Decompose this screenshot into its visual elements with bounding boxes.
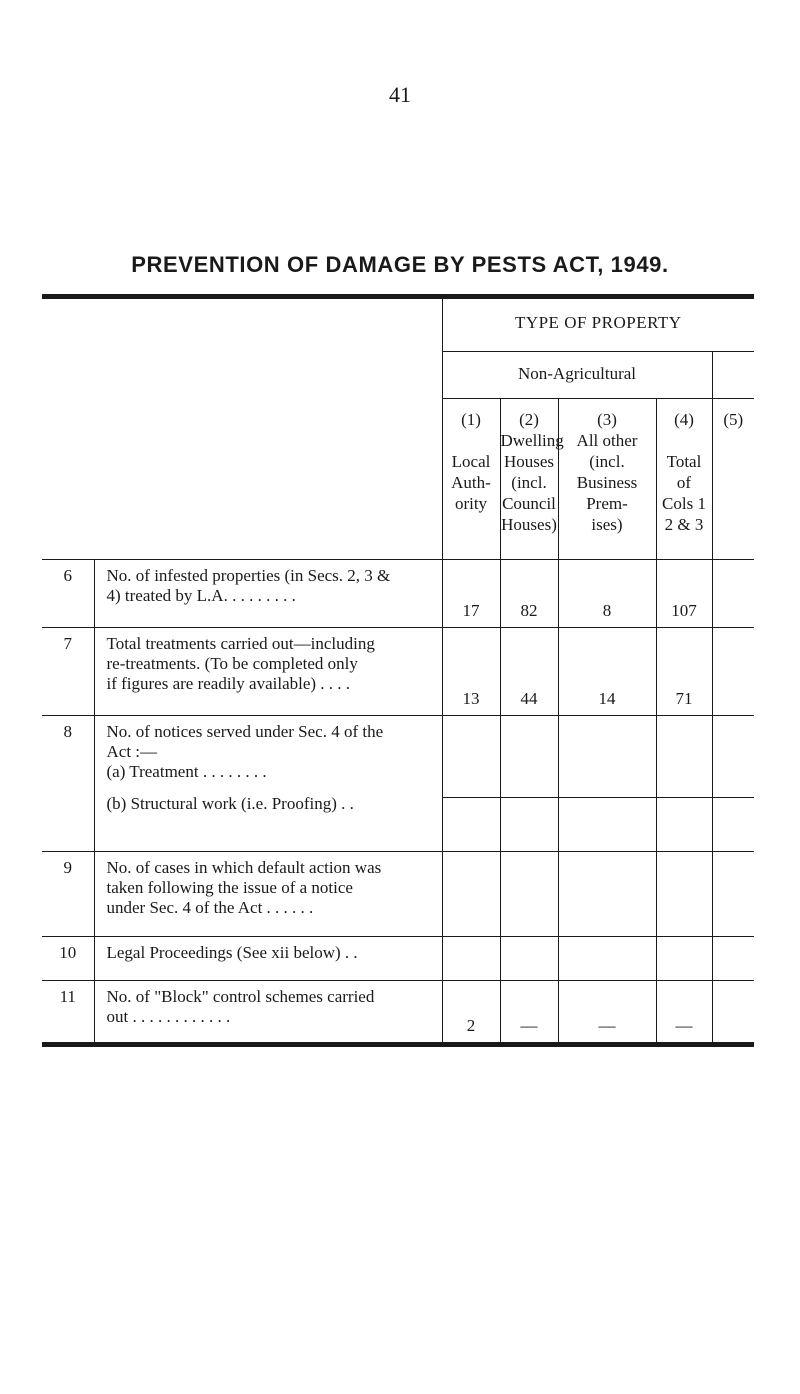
page-title: PREVENTION OF DAMAGE BY PESTS ACT, 1949. xyxy=(131,252,669,277)
cell-col3: 8 xyxy=(558,560,656,628)
cell-col5 xyxy=(712,560,754,628)
column-header-3: (3) All other (incl. Business Prem- ises) xyxy=(558,399,656,560)
row-number: 10 xyxy=(42,937,94,981)
row-number: 6 xyxy=(42,560,94,628)
cell-col4 xyxy=(656,716,712,798)
row-description: No. of cases in which default action was taken following the issue of a notice under Sec. 4 of the Act . . . . . . xyxy=(94,852,442,937)
cell-col1 xyxy=(442,716,500,798)
cell-col4: 71 xyxy=(656,628,712,716)
cell-col1 xyxy=(442,852,500,937)
column-header-2: (2) Dwelling Houses (incl. Council Houses) xyxy=(500,399,558,560)
row-number: 7 xyxy=(42,628,94,716)
header-blank-cell xyxy=(42,297,442,560)
row-description: Total treatments carried out—including re-treatments. (To be completed only if figures are readily available) . . . . xyxy=(94,628,442,716)
row-description: No. of infested properties (in Secs. 2, 3 & 4) treated by L.A. . . . . . . . . xyxy=(94,560,442,628)
cell-col4 xyxy=(656,937,712,981)
table-row xyxy=(42,937,754,981)
row-number: 9 xyxy=(42,852,94,937)
cell-col2 xyxy=(500,852,558,937)
column-header-5-num: (5) xyxy=(723,410,744,429)
cell-col3 xyxy=(558,798,656,852)
cell-col5 xyxy=(712,716,754,798)
cell-col1 xyxy=(442,798,500,852)
cell-col3: 14 xyxy=(558,628,656,716)
cell-col1: 17 xyxy=(442,560,500,628)
cell-col1 xyxy=(442,937,500,981)
header-blank-col5 xyxy=(712,352,754,399)
row-number: 8 xyxy=(42,716,94,852)
cell-col3 xyxy=(558,852,656,937)
cell-col3 xyxy=(558,937,656,981)
cell-col5 xyxy=(712,798,754,852)
cell-col4 xyxy=(656,852,712,937)
cell-col3 xyxy=(558,716,656,798)
column-header-1: (1) Local Auth- ority xyxy=(442,399,500,560)
column-header-1-num: (1) xyxy=(461,410,481,429)
column-header-4-num: (4) xyxy=(674,410,694,429)
cell-col5 xyxy=(712,852,754,937)
cell-col5 xyxy=(712,628,754,716)
row-description: No. of notices served under Sec. 4 of the Act :— (a) Treatment . . . . . . . . (b) Structural work (i.e. Proofing) . . xyxy=(94,716,442,852)
table-row xyxy=(42,628,754,716)
cell-col2 xyxy=(500,937,558,981)
cell-col2 xyxy=(500,716,558,798)
column-header-3-num: (3) xyxy=(597,410,617,429)
column-header-2-num: (2) xyxy=(519,410,539,429)
row-description: No. of "Block" control schemes carried out . . . . . . . . . . . . xyxy=(94,981,442,1045)
table-row xyxy=(42,716,754,798)
column-header-5 xyxy=(712,399,754,560)
cell-col4: 107 xyxy=(656,560,712,628)
row-number: 11 xyxy=(42,981,94,1045)
cell-col4: — xyxy=(656,981,712,1045)
cell-col2: 82 xyxy=(500,560,558,628)
table-row xyxy=(42,852,754,937)
table-row xyxy=(42,981,754,1045)
column-header-4: (4) Total of Cols 1 2 & 3 xyxy=(656,399,712,560)
row-description: Legal Proceedings (See xii below) . . xyxy=(94,937,442,981)
cell-col1: 13 xyxy=(442,628,500,716)
pests-table xyxy=(42,294,754,1047)
cell-col2: 44 xyxy=(500,628,558,716)
cell-col4 xyxy=(656,798,712,852)
header-type-of-property: TYPE OF PROPERTY xyxy=(442,297,754,352)
table-row xyxy=(42,560,754,628)
cell-col2 xyxy=(500,798,558,852)
header-non-agricultural: Non-Agricultural xyxy=(442,352,712,399)
header-row-type xyxy=(42,297,754,352)
page-number: 41 xyxy=(389,82,411,107)
cell-col5 xyxy=(712,981,754,1045)
cell-col2: — xyxy=(500,981,558,1045)
cell-col5 xyxy=(712,937,754,981)
cell-col1: 2 xyxy=(442,981,500,1045)
cell-col3: — xyxy=(558,981,656,1045)
